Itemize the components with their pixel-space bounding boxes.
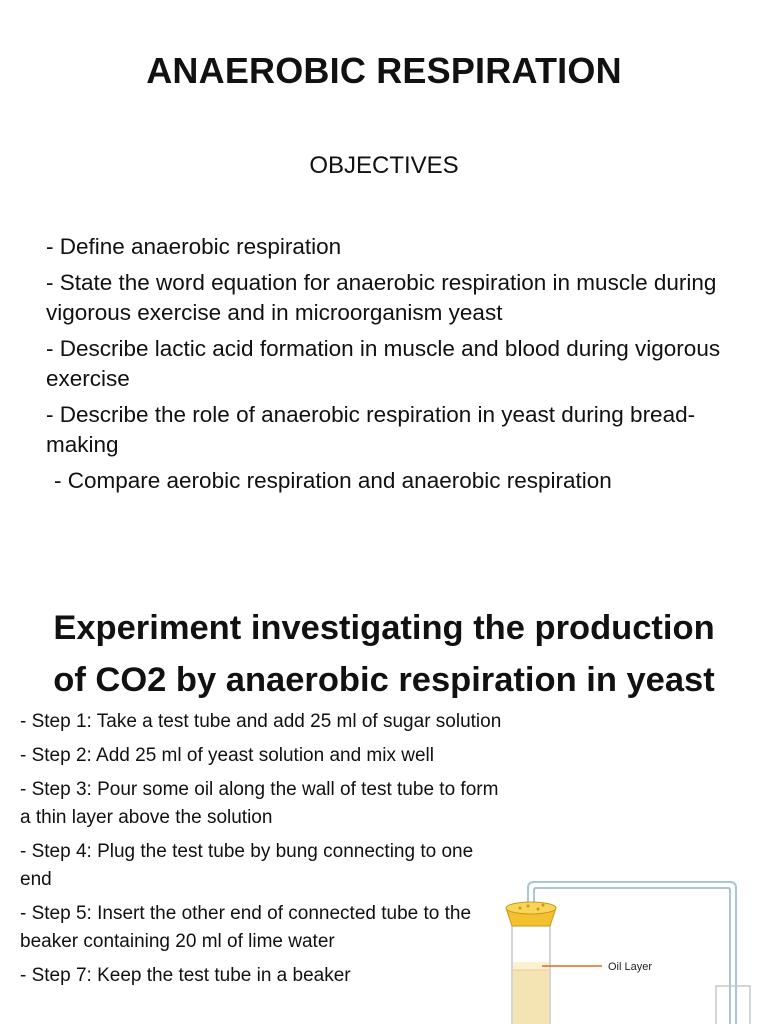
delivery-tube xyxy=(528,882,736,1024)
objective-item: - Define anaerobic respiration xyxy=(46,234,342,259)
objective-item: - Compare aerobic respiration and anaerobic respiration xyxy=(54,468,612,493)
objective-item: - State the word equation for anaerobic respiration in muscle during vigorous exercise and in microorganism yeast xyxy=(46,270,717,325)
oil-layer-label: Oil Layer xyxy=(608,961,653,973)
apparatus-diagram xyxy=(498,878,768,1024)
step-item: - Step 2: Add 25 ml of yeast solution and mix well xyxy=(20,745,434,766)
slide-title: ANAEROBIC RESPIRATION xyxy=(146,50,622,91)
step-item: - Step 7: Keep the test tube in a beaker xyxy=(20,965,351,986)
step-item: - Step 3: Pour some oil along the wall of test tube to form a thin layer above the solution xyxy=(20,779,499,828)
experiment-title xyxy=(0,602,768,706)
experiment-title-line: Experiment investigating the production xyxy=(53,609,715,647)
steps-list xyxy=(20,708,510,996)
objectives-heading: OBJECTIVES xyxy=(309,152,459,179)
step-item: - Step 1: Take a test tube and add 25 ml of sugar solution xyxy=(20,711,502,732)
beaker xyxy=(716,986,750,1024)
experiment-title-line: of CO2 by anaerobic respiration in yeast xyxy=(53,661,715,699)
step-item: - Step 5: Insert the other end of connected tube to the beaker containing 20 ml of lime water xyxy=(20,903,472,952)
objective-item: - Describe the role of anaerobic respiration in yeast during bread-making xyxy=(46,402,696,457)
test-tube xyxy=(512,912,550,1024)
objectives-list xyxy=(46,232,736,502)
bung-icon xyxy=(506,902,556,926)
slide-experiment xyxy=(0,560,768,1024)
objective-item: - Describe lactic acid formation in muscle and blood during vigorous exercise xyxy=(46,336,721,391)
step-item: - Step 4: Plug the test tube by bung connecting to one end xyxy=(20,841,474,890)
